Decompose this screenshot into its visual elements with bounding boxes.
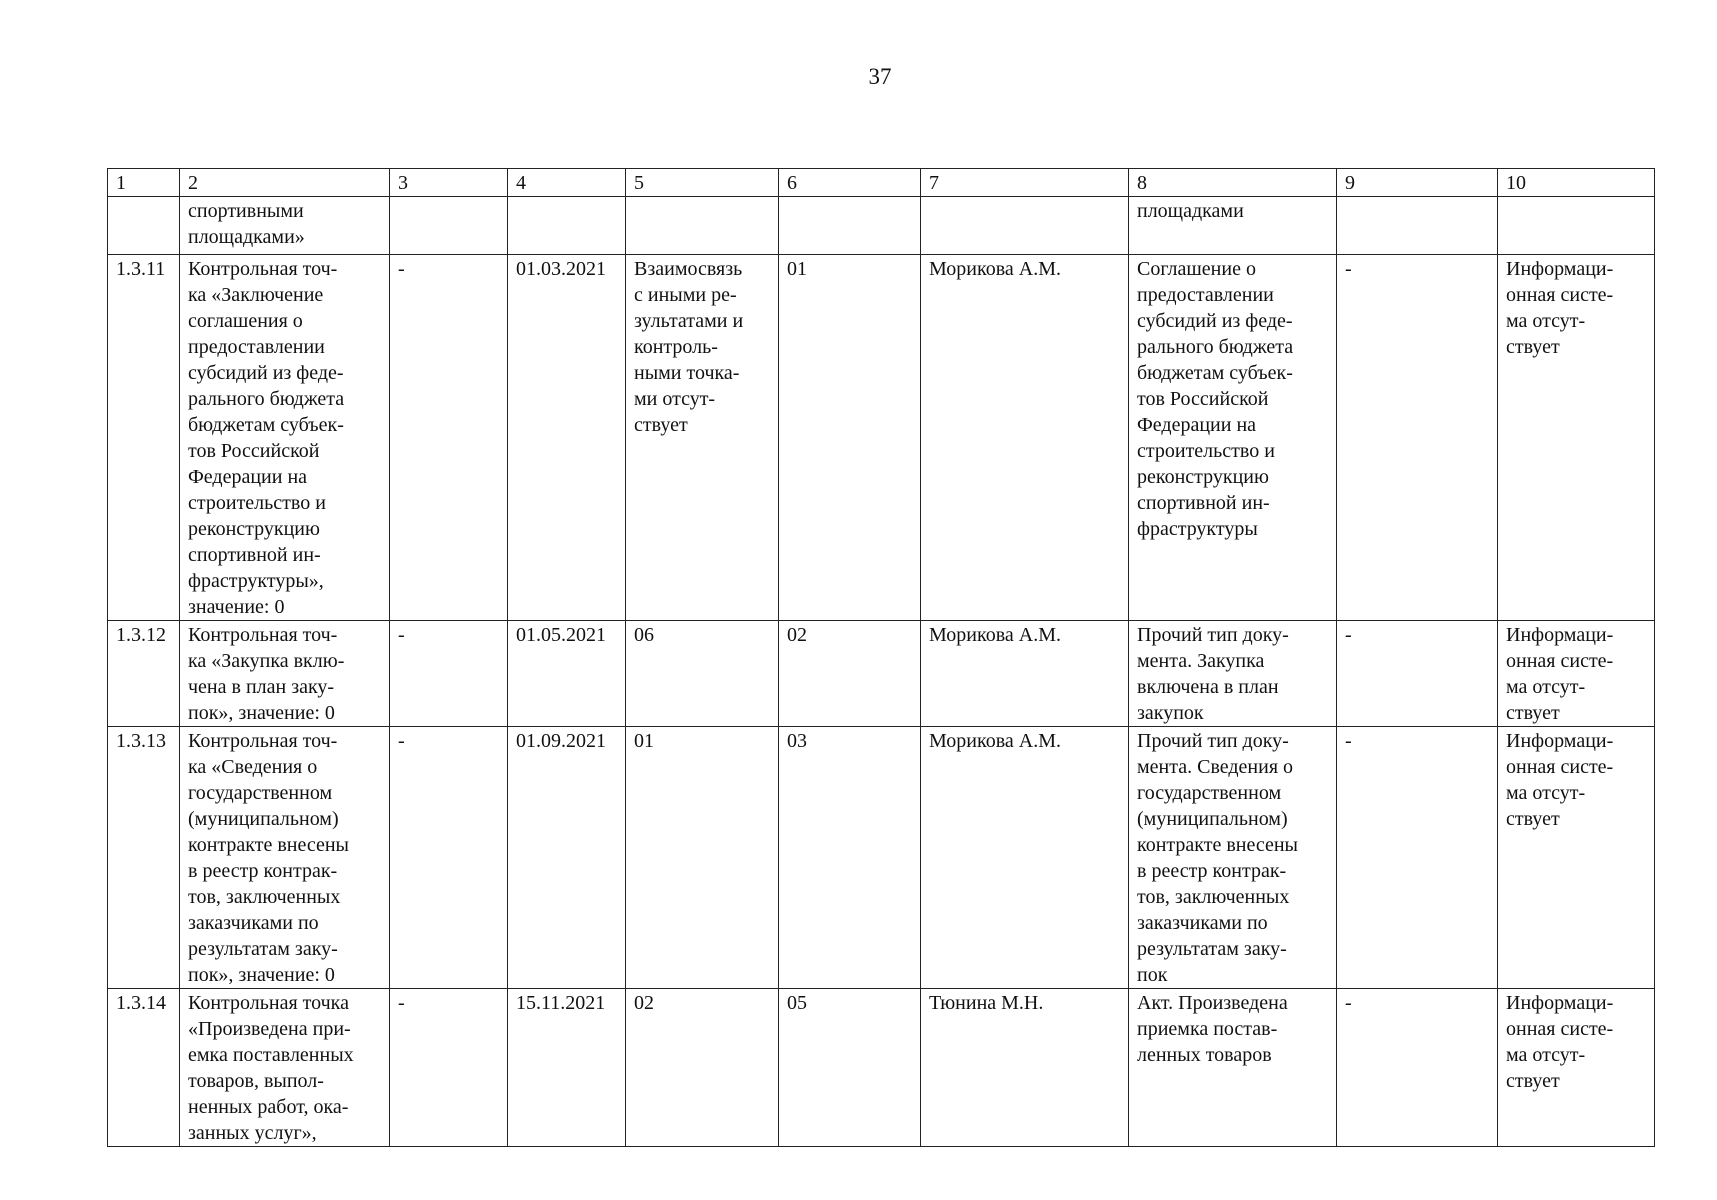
header-cell: 7 [921, 169, 1129, 197]
page-number: 37 [868, 64, 892, 89]
empty-cell [1337, 197, 1498, 255]
column-6-cell: 01 [779, 255, 921, 621]
continuation-row [108, 197, 1655, 255]
column-6-cell: 05 [779, 989, 921, 1147]
date-cell: 01.03.2021 [508, 255, 626, 621]
header-cell: 1 [108, 169, 180, 197]
row-number-cell: 1.3.11 [108, 255, 180, 621]
empty-cell [508, 197, 626, 255]
column-3-cell: - [390, 989, 508, 1147]
information-system-cell: Информаци- онная систе- ма отсут- ствует [1498, 255, 1655, 621]
table-row [108, 621, 1655, 727]
empty-cell [779, 197, 921, 255]
header-cell: 6 [779, 169, 921, 197]
control-points-table [107, 168, 1655, 1147]
control-point-name-cell: Контрольная точка «Произведена при- емка поставленных товаров, выпол- ненных работ, ока- занных услуг», [180, 989, 390, 1147]
column-5-cell: 06 [626, 621, 779, 727]
responsible-person-cell: Морикова А.М. [921, 255, 1129, 621]
responsible-person-cell: Морикова А.М. [921, 621, 1129, 727]
column-5-cell: Взаимосвязь с иными ре- зультатами и контроль- ными точка- ми отсут- ствует [626, 255, 779, 621]
column-3-cell: - [390, 621, 508, 727]
header-cell: 5 [626, 169, 779, 197]
control-point-name-cell: Контрольная точ- ка «Заключение соглашения о предоставлении субсидий из феде- рального бюджета бюджетам субъек- тов Российской Федерации на строительство и реконструкцию спортивной ин- фраструктуры», значение: 0 [180, 255, 390, 621]
empty-cell [390, 197, 508, 255]
empty-cell [626, 197, 779, 255]
header-cell: 2 [180, 169, 390, 197]
table-row [108, 989, 1655, 1147]
information-system-cell: Информаци- онная систе- ма отсут- ствует [1498, 727, 1655, 989]
date-cell: 01.05.2021 [508, 621, 626, 727]
header-cell: 3 [390, 169, 508, 197]
information-system-cell: Информаци- онная систе- ма отсут- ствует [1498, 989, 1655, 1147]
column-5-cell: 01 [626, 727, 779, 989]
header-cell: 10 [1498, 169, 1655, 197]
column-9-cell: - [1337, 255, 1498, 621]
empty-cell [1498, 197, 1655, 255]
header-cell: 9 [1337, 169, 1498, 197]
control-point-name-cell: Контрольная точ- ка «Закупка вклю- чена в план заку- пок», значение: 0 [180, 621, 390, 727]
information-system-cell: Информаци- онная систе- ма отсут- ствует [1498, 621, 1655, 727]
column-6-cell: 03 [779, 727, 921, 989]
row-number-cell: 1.3.14 [108, 989, 180, 1147]
column-9-cell: - [1337, 727, 1498, 989]
continuation-name-cell: спортивными площадками» [180, 197, 390, 255]
date-cell: 01.09.2021 [508, 727, 626, 989]
column-5-cell: 02 [626, 989, 779, 1147]
empty-cell [108, 197, 180, 255]
continuation-document-cell: площадками [1129, 197, 1337, 255]
date-cell: 15.11.2021 [508, 989, 626, 1147]
document-cell: Прочий тип доку- мента. Сведения о государственном (муниципальном) контракте внесены в реестр контрак- тов, заключенных заказчиками по результатам заку- пок [1129, 727, 1337, 989]
header-cell: 4 [508, 169, 626, 197]
column-3-cell: - [390, 255, 508, 621]
column-6-cell: 02 [779, 621, 921, 727]
responsible-person-cell: Морикова А.М. [921, 727, 1129, 989]
header-cell: 8 [1129, 169, 1337, 197]
row-number-cell: 1.3.12 [108, 621, 180, 727]
table-row [108, 255, 1655, 621]
column-9-cell: - [1337, 621, 1498, 727]
control-point-name-cell: Контрольная точ- ка «Сведения о государственном (муниципальном) контракте внесены в реестр контрак- тов, заключенных заказчиками по результатам заку- пок», значение: 0 [180, 727, 390, 989]
column-9-cell: - [1337, 989, 1498, 1147]
column-number-row [108, 169, 1655, 197]
row-number-cell: 1.3.13 [108, 727, 180, 989]
responsible-person-cell: Тюнина М.Н. [921, 989, 1129, 1147]
table-row [108, 727, 1655, 989]
document-cell: Акт. Произведена приемка постав- ленных товаров [1129, 989, 1337, 1147]
column-3-cell: - [390, 727, 508, 989]
empty-cell [921, 197, 1129, 255]
document-cell: Прочий тип доку- мента. Закупка включена в план закупок [1129, 621, 1337, 727]
document-cell: Соглашение о предоставлении субсидий из феде- рального бюджета бюджетам субъек- тов Российской Федерации на строительство и реконструкцию спортивной ин- фраструктуры [1129, 255, 1337, 621]
